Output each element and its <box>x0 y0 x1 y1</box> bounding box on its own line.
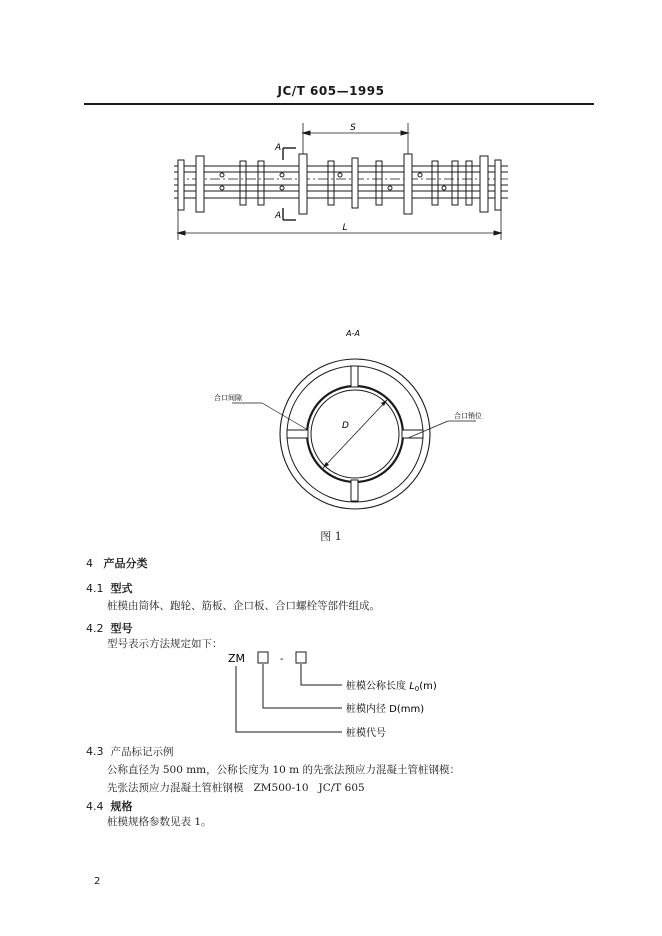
label-joint-pin: 合口销位 <box>454 412 482 420</box>
standard-header: JC/T 605—1995 <box>277 84 385 98</box>
model-code-diagram <box>200 648 480 743</box>
section-title: 产品分类 <box>103 557 148 570</box>
section-4-1-text: 桩模由筒体、跑轮、筋板、企口板、合口螺栓等部件组成。 <box>107 600 380 612</box>
desc-mold-code: 桩模代号 <box>346 728 386 739</box>
section-title: 型式 <box>110 582 133 595</box>
dim-s-label: S <box>350 123 356 133</box>
header-rule <box>84 103 594 105</box>
section-number: 4 <box>86 557 93 570</box>
section-4-4-heading <box>86 798 133 814</box>
label-joint-gap: 合口间隙 <box>214 394 242 402</box>
dim-d-label: D <box>342 421 349 431</box>
section-title: 产品标记示例 <box>110 746 174 758</box>
page-number: 2 <box>94 876 101 887</box>
section-title: 型号 <box>110 622 133 635</box>
section-title: A-A <box>346 329 360 338</box>
section-4-heading <box>86 555 148 571</box>
section-number: 4.1 <box>86 582 104 595</box>
cross-section-a-a <box>0 320 662 520</box>
figure-caption: 图 1 <box>320 530 342 543</box>
section-4-3-line1: 公称直径为 500 mm，公称长度为 10 m 的先张法预应力混凝土管桩钢模： <box>107 764 460 776</box>
section-4-4-text: 桩模规格参数见表 1。 <box>107 816 212 828</box>
model-code-dash: - <box>280 654 284 665</box>
section-4-2-text: 型号表示方法规定如下： <box>107 638 223 650</box>
section-4-3-heading <box>86 744 174 759</box>
desc-nominal-length: 桩模公称长度 $L_0(m)$ <box>346 681 437 693</box>
section-mark-top: A <box>275 143 282 153</box>
dim-l-label: L <box>342 223 348 233</box>
model-code-prefix: ZM <box>228 652 246 665</box>
desc-inner-diameter: 桩模内径 D(mm) <box>346 704 425 715</box>
section-4-2-heading <box>86 620 133 636</box>
section-4-1-heading <box>86 580 133 596</box>
section-mark-bottom: A <box>275 211 282 221</box>
section-4-3-line2: 先张法预应力混凝土管桩钢模 ZM500-10 JC/T 605 <box>107 782 365 794</box>
section-number: 4.3 <box>86 745 104 758</box>
pile-mold-side-view <box>0 110 662 250</box>
section-number: 4.4 <box>86 800 104 813</box>
section-title: 规格 <box>110 800 133 813</box>
section-number: 4.2 <box>86 622 104 635</box>
